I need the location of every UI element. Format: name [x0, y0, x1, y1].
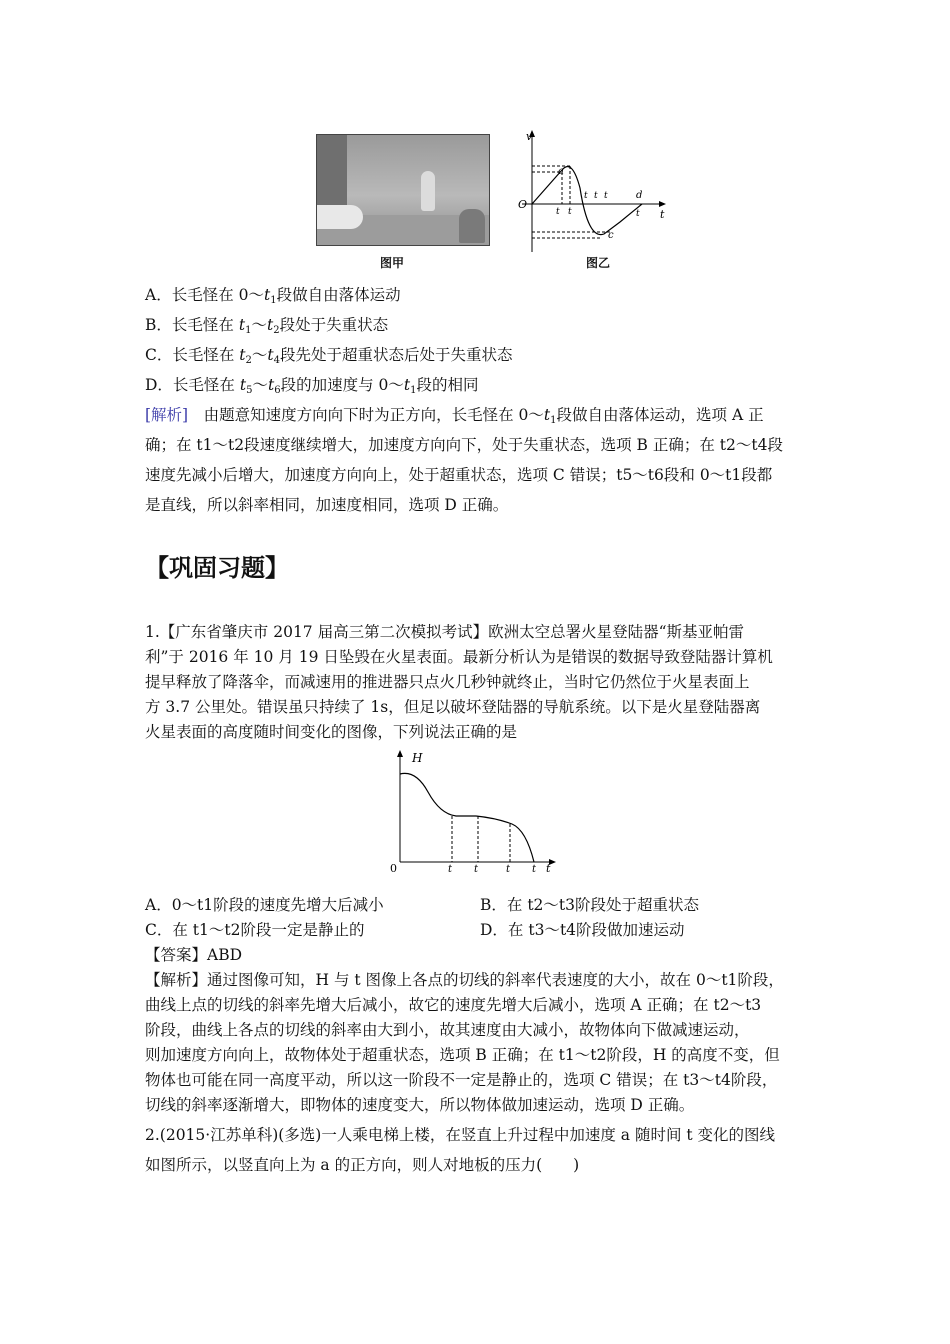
- q1-analysis-6: 切线的斜率逐渐增大，即物体的速度变大，所以物体做加速运动，选项 D 正确。: [145, 1096, 695, 1114]
- vt-v-label: v: [526, 130, 533, 143]
- graph-t1-label: t: [448, 864, 453, 874]
- q1-line-5: 火星表面的高度随时间变化的图像，下列说法正确的是: [145, 723, 518, 741]
- q2-line-2: 如图所示，以竖直向上为 a 的正方向，则人对地板的压力( ): [145, 1156, 580, 1174]
- option-a: A．长毛怪在 $0\sim t_1$段做自由落体运动: [145, 286, 401, 306]
- figure-jia-caption: 图甲: [380, 256, 405, 270]
- q1-option-a: A．0～t1阶段的速度先增大后减小: [145, 896, 384, 914]
- option-c: C．长毛怪在 $t_2\sim t_4$段先处于超重状态后处于失重状态: [145, 346, 513, 366]
- vt-a-label: a: [558, 166, 564, 177]
- vt-t4-label: t: [594, 191, 598, 201]
- graph-origin-label: 0: [390, 862, 397, 874]
- vt-origin-label: O: [518, 198, 528, 211]
- q1-line-2: 利”于 2016 年 10 月 19 日坠毁在火星表面。最新分析认为是错误的数据导致登陆器计算机: [145, 648, 773, 666]
- analysis-line-2: 确；在 t1～t2段速度继续增大，加速度方向向下，处于失重状态，选项 B 正确；在 t2～t4段: [145, 436, 783, 454]
- figure-row: [316, 128, 676, 274]
- analysis-line-4: 是直线，所以斜率相同，加速度相同，选项 D 正确。: [145, 496, 509, 514]
- q1-analysis-4: 则加速度方向向上，故物体处于超重状态，选项 B 正确；在 t1～t2阶段，H 的高度不变，但: [145, 1046, 780, 1064]
- vt-graph: [512, 128, 672, 252]
- graph-t-label: t: [546, 862, 551, 874]
- graph-h-label: H: [412, 751, 423, 765]
- vt-d-label: d: [636, 190, 643, 201]
- q1-line-1: 1.【广东省肇庆市 2017 届高三第二次模拟考试】欧洲太空总署火星登陆器“斯基亚帕雷: [145, 623, 745, 641]
- graph-t2-label: t: [474, 864, 479, 874]
- q1-analysis-1: 【解析】通过图像可知，H 与 t 图像上各点的切线的斜率代表速度的大小，故在 0～t1阶段，: [145, 971, 784, 989]
- graph-t4-label: t: [532, 864, 537, 874]
- analysis-line-3: 速度先减小后增大，加速度方向向上，处于超重状态，选项 C 错误；t5～t6段和 0～t1段都: [145, 466, 773, 484]
- q1-line-4: 方 3.7 公里处。错误虽只持续了 1s，但足以破坏登陆器的导航系统。以下是火星登陆器离: [145, 698, 761, 716]
- height-time-graph: [386, 748, 558, 874]
- vt-t5-label: t: [604, 191, 608, 201]
- vt-t3-label: t: [584, 191, 588, 201]
- vt-t6-label: t: [636, 209, 640, 219]
- vt-c-label: c: [608, 230, 614, 241]
- vt-t-label: t: [660, 208, 665, 221]
- q1-option-b: B．在 t2～t3阶段处于超重状态: [480, 896, 699, 914]
- q1-analysis-5: 物体也可能在同一高度平动，所以这一阶段不一定是静止的，选项 C 错误；在 t3～t4阶段，: [145, 1071, 778, 1089]
- vt-t1-label: t: [556, 207, 560, 217]
- q1-answer: 【答案】ABD: [145, 946, 243, 964]
- q1-analysis-3: 阶段，曲线上各点的切线的斜率由大到小，故其速度由大减小，故物体向下做减速运动，: [145, 1021, 750, 1039]
- q1-option-c: C．在 t1～t2阶段一定是静止的: [145, 921, 365, 939]
- q2-line-1: 2.(2015·江苏单科)(多选)一人乘电梯上楼，在竖直上升过程中加速度 a 随时间 t 变化的图线: [145, 1126, 776, 1144]
- vt-t2-label: t: [568, 207, 572, 217]
- figure-yi-caption: 图乙: [586, 256, 611, 270]
- analysis-line-1: [解析] 由题意知速度方向向下时为正方向，长毛怪在 $0\sim t_1$段做自由落体运动，选项 A 正: [145, 406, 764, 426]
- q1-analysis-2: 曲线上点的切线的斜率先增大后减小，故它的速度先增大后减小，选项 A 正确；在 t2～t3: [145, 996, 762, 1014]
- graph-t3-label: t: [506, 864, 511, 874]
- photo-figure-jia: [316, 134, 490, 246]
- section-title: 【巩固习题】: [145, 554, 289, 582]
- option-d: D．长毛怪在 $t_5\sim t_6$段的加速度与 $0\sim t_1$段的相同: [145, 376, 479, 396]
- q1-line-3: 提早释放了降落伞，而减速用的推进器只点火几秒钟就终止，当时它仍然位于火星表面上: [145, 673, 750, 691]
- q1-option-d: D．在 t3～t4阶段做加速运动: [480, 921, 685, 939]
- option-b: B．长毛怪在 $t_1\sim t_2$段处于失重状态: [145, 316, 389, 336]
